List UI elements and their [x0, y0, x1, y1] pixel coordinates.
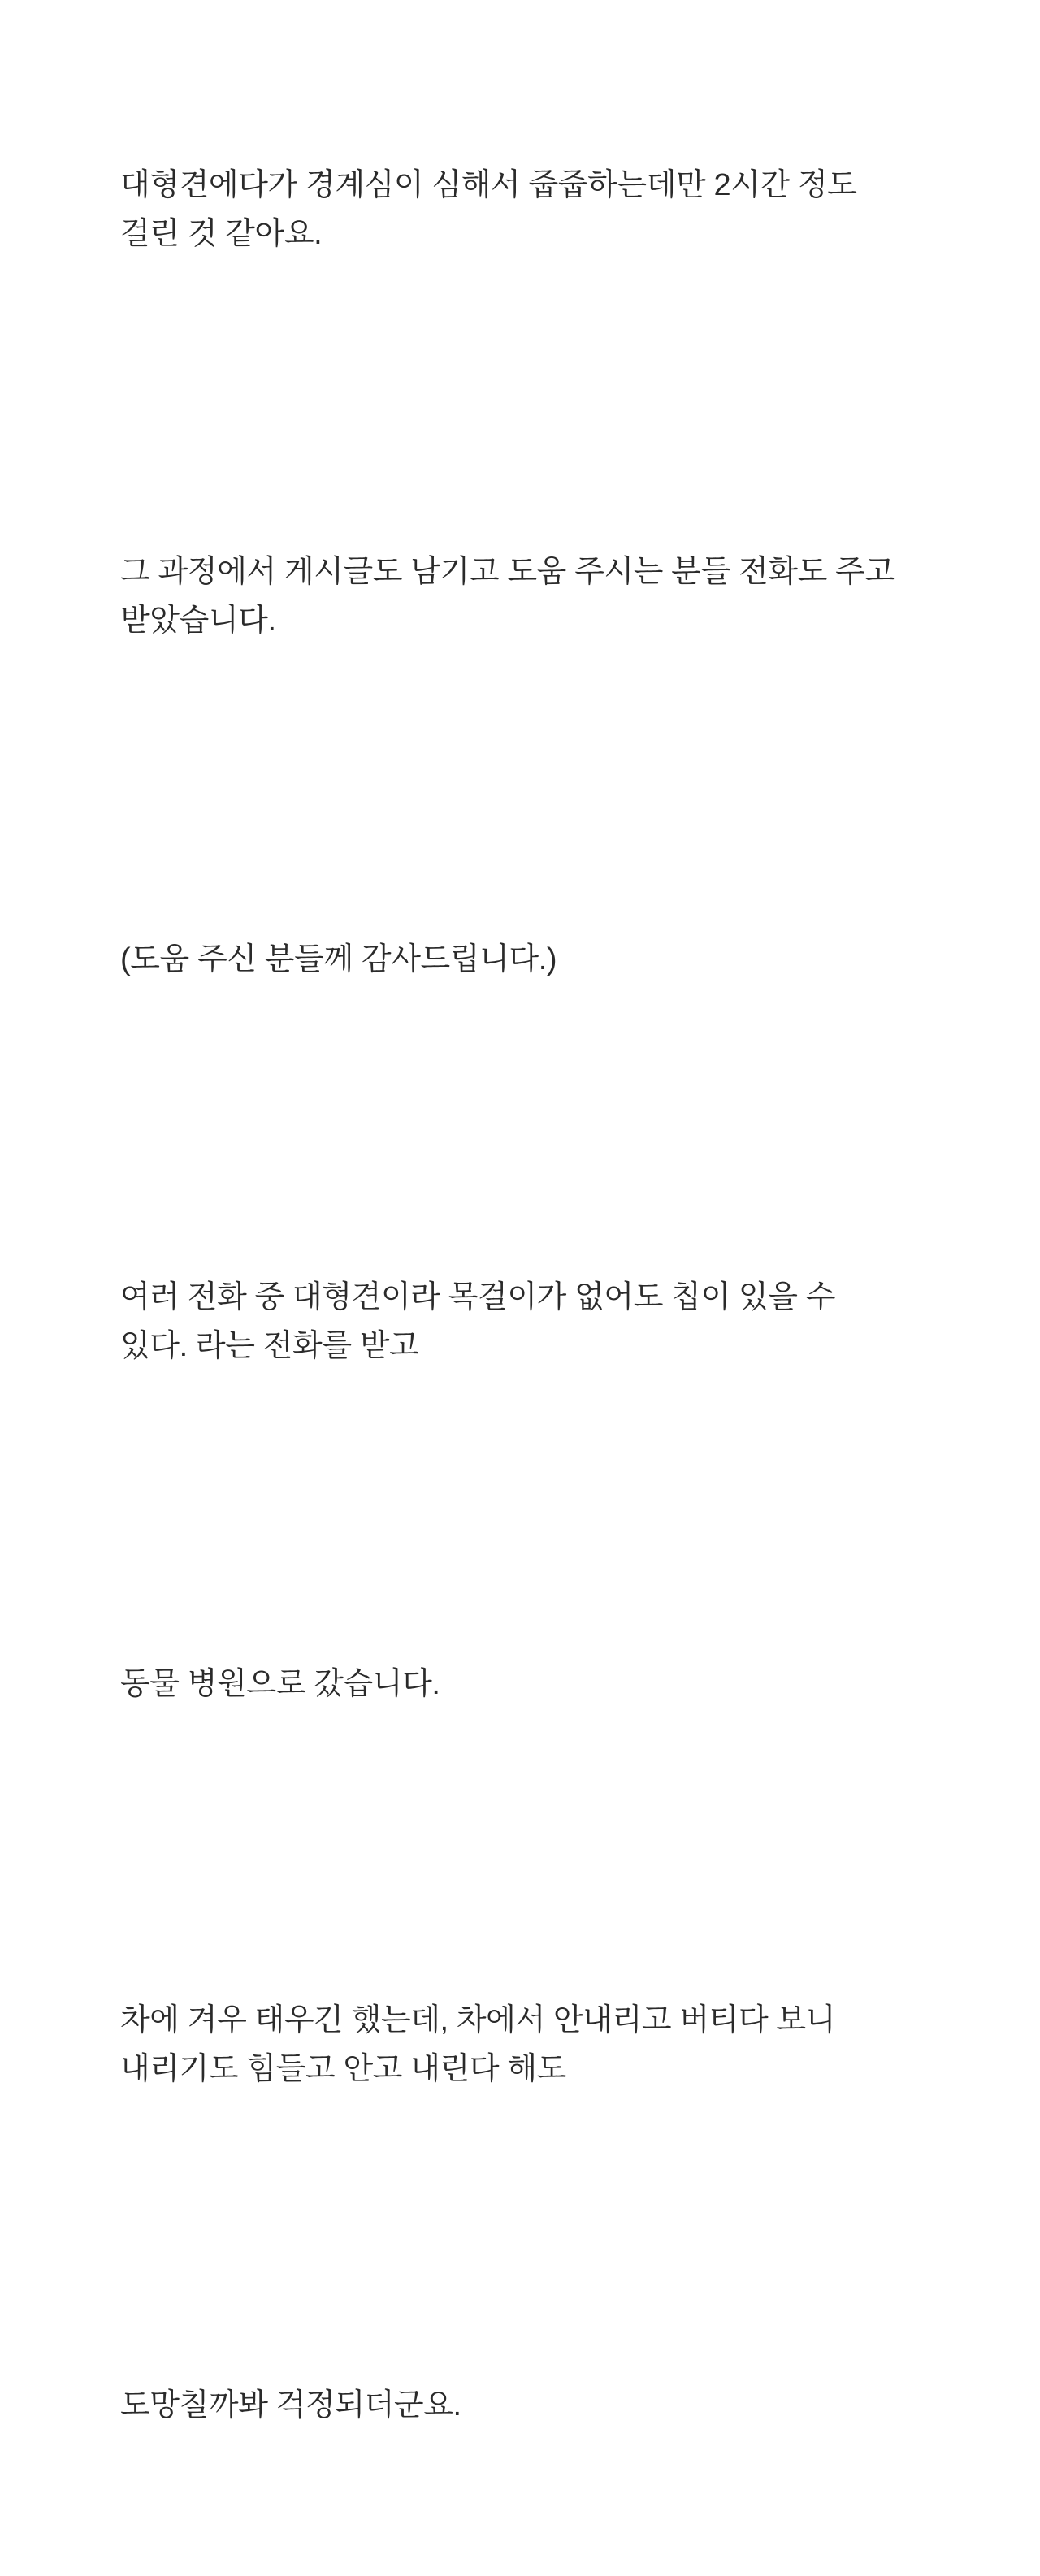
paragraph-spacer	[120, 1081, 906, 1127]
paragraph-spacer	[120, 742, 906, 788]
paragraph-2: 그 과정에서 게시글도 남기고 도움 주시는 분들 전화도 주고 받았습니다.	[120, 555, 903, 639]
paragraph-6: 차에 겨우 태우긴 했는데, 차에서 안내리고 버티다 보니 내리기도 힘들고 안고 내린다 해도	[120, 2003, 844, 2087]
paragraph-4: 여러 전화 중 대형견이라 목걸이가 없어도 칩이 있을 수 있다. 라는 전화를 받고	[120, 1279, 844, 1363]
paragraph-spacer	[120, 356, 906, 401]
document-body	[120, 15, 906, 2576]
paragraph-3: (도움 주신 분들께 감사드립니다.)	[120, 942, 557, 976]
paragraph-5: 동물 병원으로 갔습니다.	[120, 1666, 440, 1701]
paragraph-7: 도망칠까봐 걱정되더군요.	[120, 2388, 462, 2423]
paragraph-spacer	[120, 2191, 906, 2235]
paragraph-spacer	[120, 1806, 906, 1850]
paragraph-1: 대형견에다가 경계심이 심해서 줍줍하는데만 2시간 정도 걸린 것 같아요.	[120, 168, 865, 252]
paragraph-spacer	[120, 1468, 906, 1513]
